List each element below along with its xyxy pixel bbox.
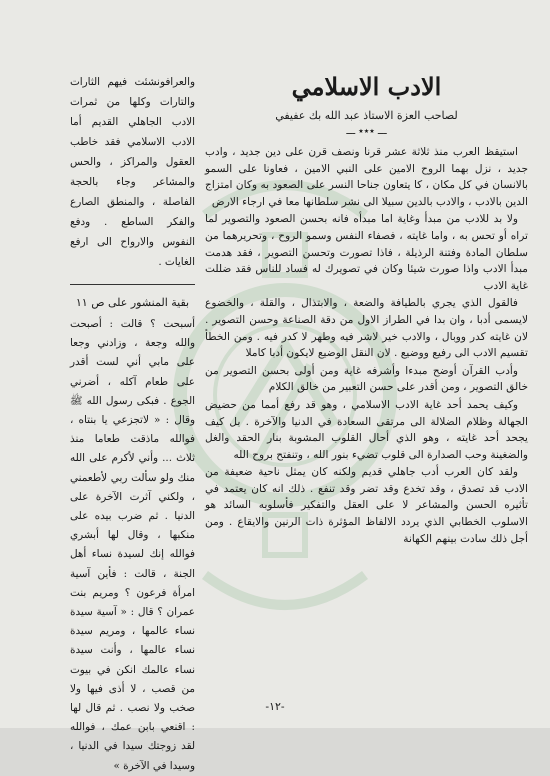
article-title: الادب الاسلامي <box>291 72 442 101</box>
side-column <box>70 72 195 776</box>
article-paragraph: وأدب القرآن أوضح مبدءا وأشرفه غاية ومن أولى بحسن التصوير من خالق التصوير ، ومن أقدر على حسن التعبير من خالق الكلام <box>205 364 528 394</box>
page-number: -١٢- <box>265 700 285 713</box>
article-column <box>205 72 528 548</box>
title-ornament: ـــ ٭٭٭ ـــ <box>346 126 387 137</box>
continuation-heading: بقية المنشور على ص ١١ <box>75 296 190 309</box>
article-ending: والعرافونشئت فيهم الثارات والتارات وكلها من ثمرات الادب الجاهلي القديم أما الادب الاسلامي فقد خاطب العقول والمراكز ، والحس والمشاعر وجاء بالحجة الفاصلة ، والمنطق الصارع والفكر الساطع . ودفع النفوس والارواح الى ارفع الغايات . <box>70 76 195 268</box>
continuation-text: أسبحت ؟ قالت : أصبحت والله وجعة ، وزادني وجعا على مابي أني لست أقدر على طعام آكله ، أضرني الجوع . فبكى رسول الله ﷺ وقال : « لاتجزعي يا بنتاه ، فوالله ماذقت طعاما منذ ثلاث ... وأني لأكرم على الله منك ولو سألت ربي لأطعمني ، ولكني آثرت الآخرة على الدنيا . ثم ضرب بيده على منكبها ، وقال لها أبشري فوالله إنك لسيدة نساء أهل الجنة ، قالت : فأين آسية امرأة فرعون ؟ ومريم بنت عمران ؟ قال : « آسية سيدة نساء عالمها ، ومريم سيدة نساء عالمها ، وأنت سيدة نساء عالمك انكن في بيوت من قصب ، لا أذى فيها ولا صخب ولا نصب . ثم قال لها : اقنعي بابن عمك ، فوالله لقد زوجتك سيدا في الدنيا ، وسيدا في الآخرة » <box>70 318 195 772</box>
article-paragraph: وكيف يحمد أحد غاية الادب الاسلامي ، وهو قد رفع أمما من حضيض الجهالة وظلام الضلالة الى مرتقى السعادة في الدنيا والآخرة . بل كيف يجحد أحد غايته ، وهو الذي أحال القلوب المشوبة بنار الحقد والغل والضغينة وحب الصدارة الى قلوب تضيء بنور الله ، وتنفتح بروح الله <box>205 398 528 461</box>
article-paragraph: ولا بد للادب من مبدأ وغاية اما مبدأه فانه بحسن الصعود والتصوير لما تراه أو تحس به ، واما غايته ، فصفاء النفس وسمو الروح ، وتحريرهما من سلطان المادة وفتنة الرذيلة ، فاذا تصورت وتحسن التصوير ، فقد هدمت مبدأ الادب واذا صورت شيئا وكان في تصويرك له فساد للناس فقد ضللت غاية الادب <box>205 213 528 292</box>
article-paragraph: فالقول الذي يجري بالطيافة والضعة ، والابتذال ، والقلة ، والخضوع لايسمى أدبا ، وان بدا في الطراز الاول من دقة الصناعة وحسن التصوير . لان غايته كدر ووبال ، والادب خير لاشر فيه وطهر لا كدر فيه . ومن الخطأ تقسيم الادب الى رفيع ووضيع . لان النقل الوضيع لايكون أدبا كاملا <box>205 297 528 360</box>
article-paragraph: ولقد كان العرب أدب جاهلي قديم ولكنه كان يمثل ناحية ضعيفة من الادب قد تصدق ، وقد تخدع وقد تضر وقد تنفع . ذلك انه كان يعتمد في تأثيره الحسن والمشاعر لا على العقل والتفكير فأسلوبه السائد هو الاسلوب الخطابي الذي يردد الالفاظ المؤثرة ذات الرنين والايقاع . ومن أجل ذلك سادت بينهم الكهانة <box>205 466 528 545</box>
column-divider <box>70 284 195 285</box>
article-paragraph: استيقظ العرب منذ ثلاثة عشر قرنا ونصف قرن على دين جديد ، وادب جديد ، نزل بهما الروح الامين على النبي الامين ، فعاونا على السمو بالانسان في كل مكان ، كا يتعاون جناحا النسر على الصعود به وكان امتزاج الدين بالادب ، والادب بالدين سبيلا الى نشر سلطانها معا في ارجاء الارض <box>205 146 528 208</box>
article-author: لصاحب العزة الاستاذ عبد الله بك عفيفي <box>275 109 458 122</box>
